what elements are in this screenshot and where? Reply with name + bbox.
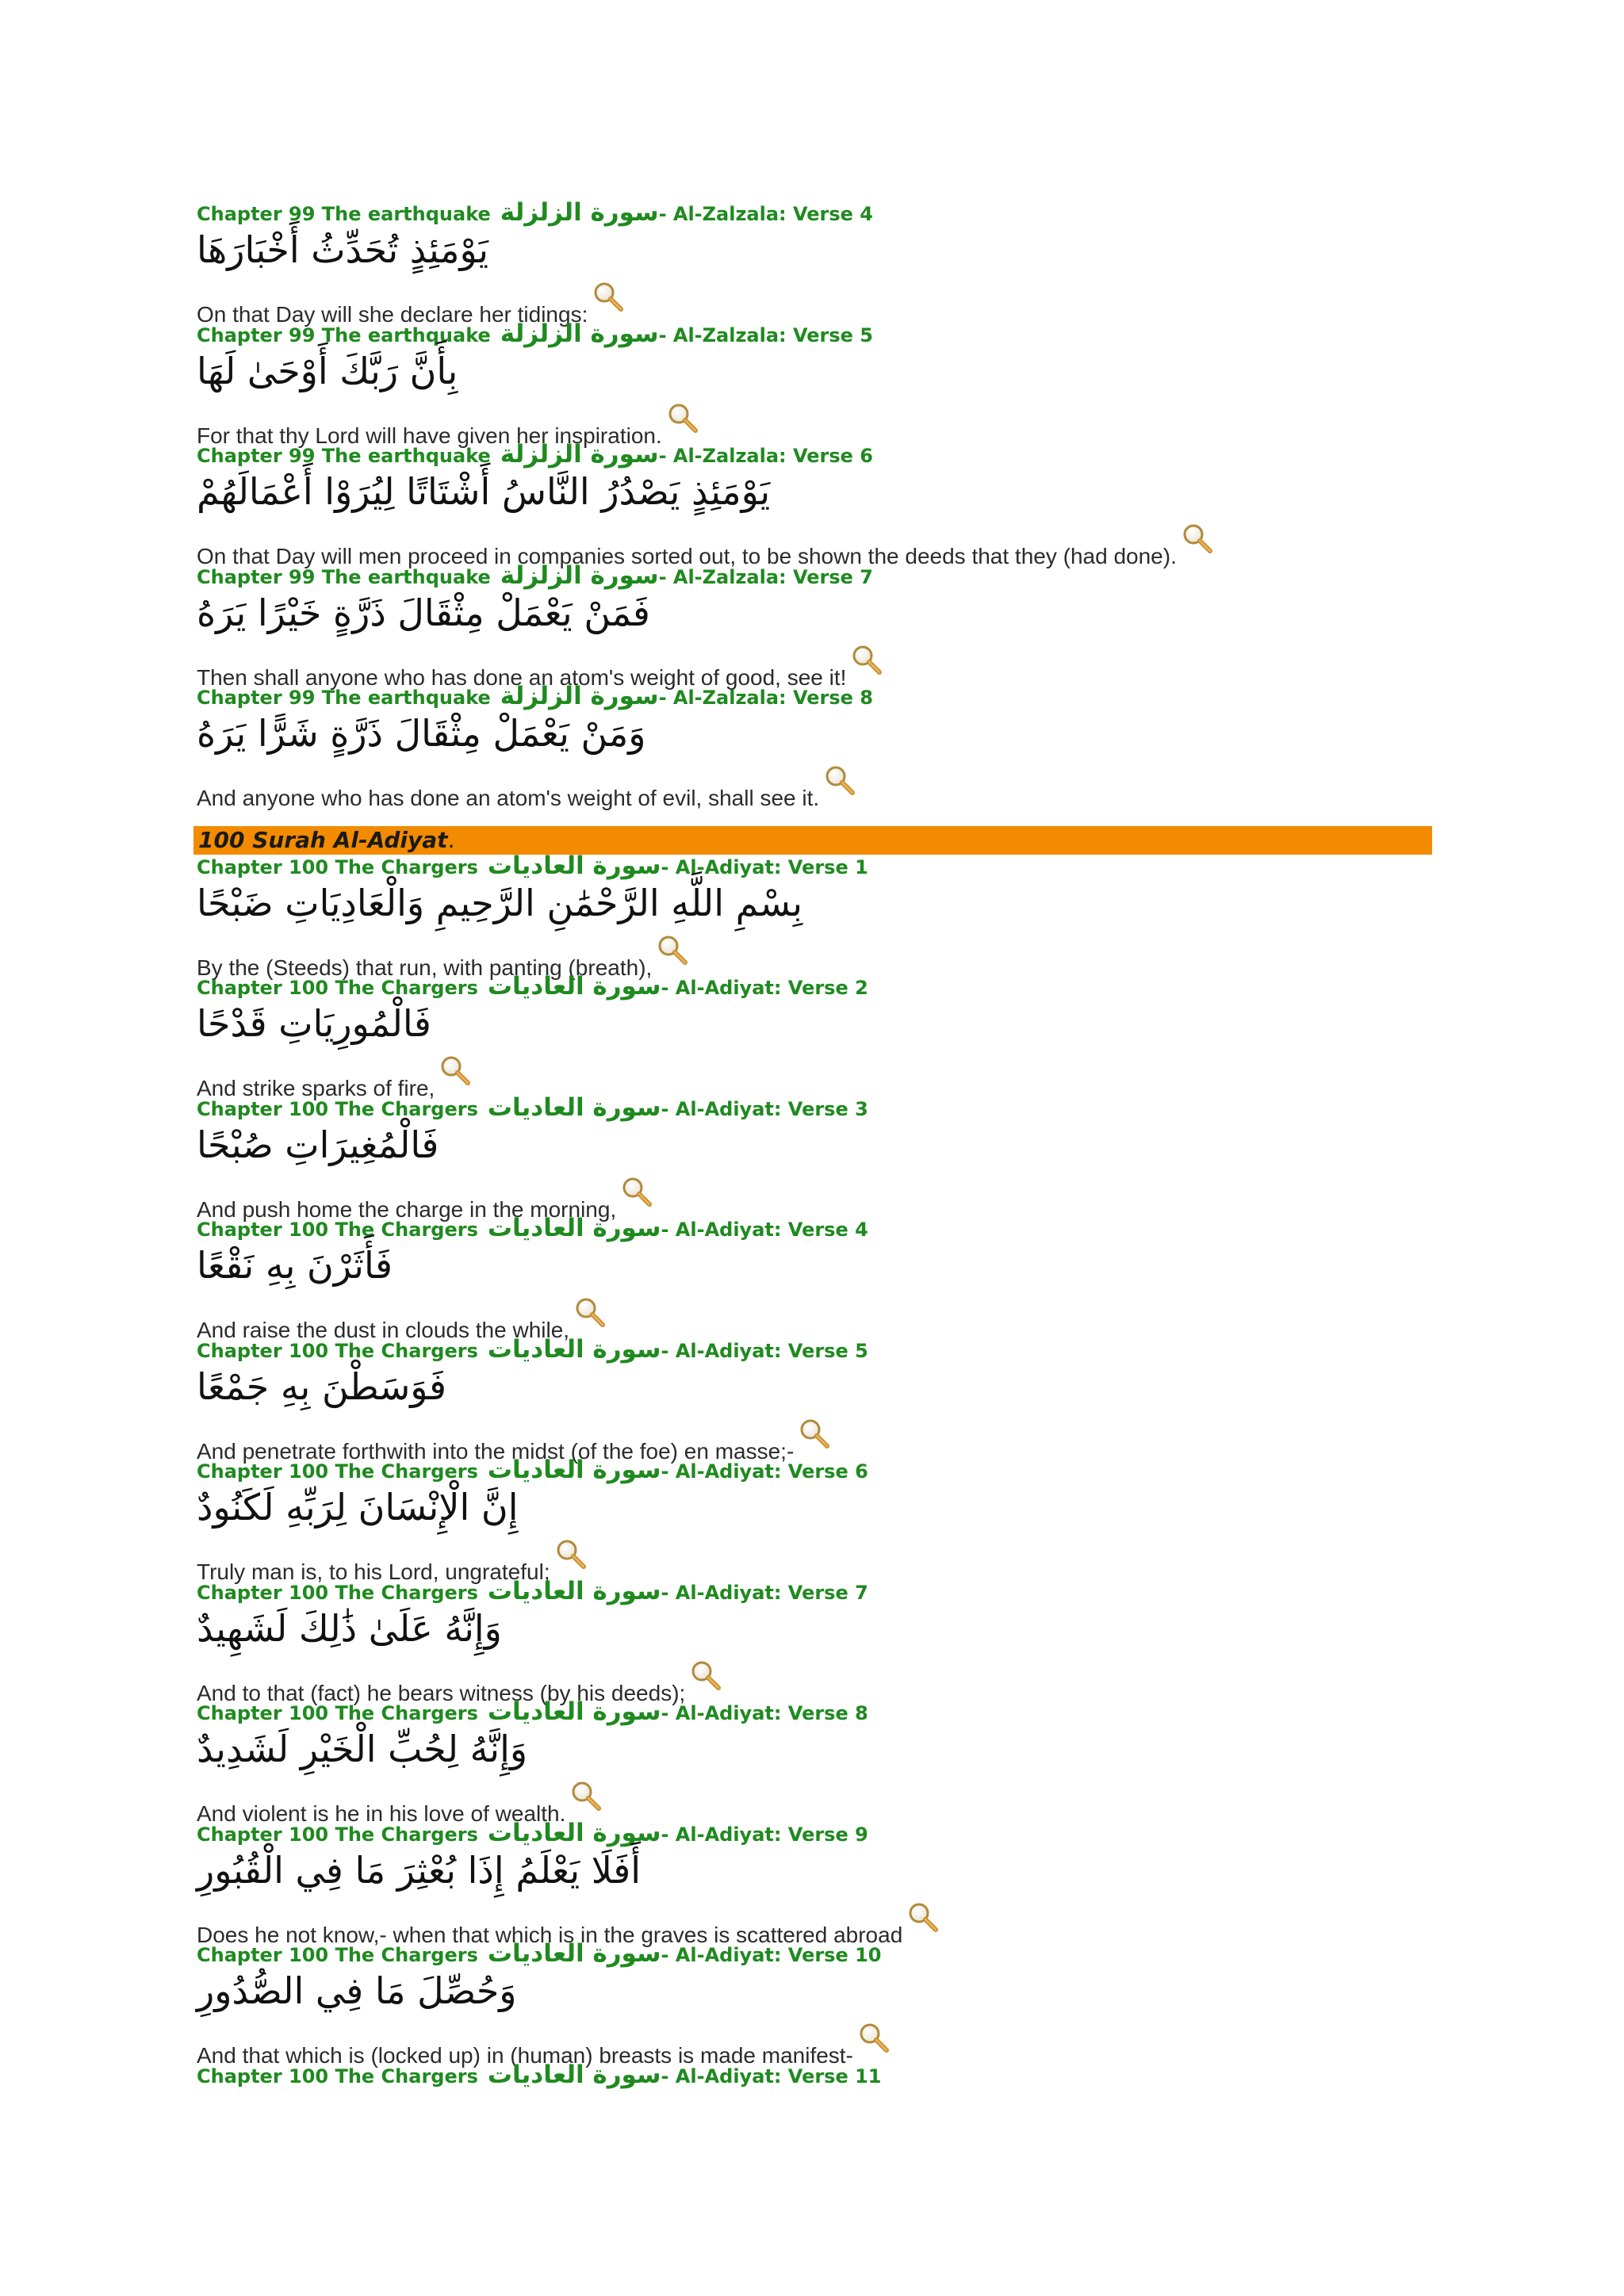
verse-block	[197, 970, 1434, 1100]
chapter-label: Chapter 100 The Chargers	[197, 1702, 478, 1724]
chapter-label: Chapter 100 The Chargers	[197, 1097, 478, 1120]
translation-line	[197, 1659, 723, 1705]
translation-line	[197, 1176, 654, 1222]
arabic-verse: وَمَنْ يَعْمَلْ مِثْقَالَ ذَرَّةٍ شَرًّا يَرَهُ	[197, 712, 646, 755]
translation-line	[197, 1538, 588, 1584]
arabic-surah-title: سورة العاديات	[487, 972, 661, 1001]
magnifier-icon[interactable]	[1182, 522, 1215, 556]
verse-reference: - Al-Adiyat: Verse 5	[661, 1339, 868, 1362]
chapter-label: Chapter 100 The Chargers	[197, 1823, 478, 1846]
verse-reference: - Al-Adiyat: Verse 1	[661, 855, 868, 878]
translation-line	[197, 522, 1215, 568]
verse-block	[197, 1575, 1434, 1705]
arabic-verse: يَوْمَئِذٍ تُحَدِّثُ أَخْبَارَهَا	[197, 228, 489, 271]
verse-reference: - Al-Adiyat: Verse 10	[661, 1944, 882, 1966]
verse-reference: - Al-Adiyat: Verse 6	[661, 1460, 868, 1483]
arabic-verse: فَالْمُغِيرَاتِ صُبْحًا	[197, 1123, 439, 1166]
magnifier-icon[interactable]	[858, 2022, 891, 2055]
arabic-verse: إِنَّ الْإِنْسَانَ لِرَبِّهِ لَكَنُودٌ	[197, 1486, 519, 1529]
chapter-label: Chapter 100 The Chargers	[197, 2064, 478, 2087]
translation-line	[197, 1780, 603, 1826]
translation-text: And that which is (locked up) in (human) breasts is made manifest-	[197, 2043, 853, 2068]
arabic-surah-title: سورة العاديات	[487, 1334, 661, 1364]
chapter-label: Chapter 99 The earthquake	[197, 323, 491, 346]
translation-line	[197, 764, 857, 810]
arabic-surah-title: سورة العاديات	[487, 1939, 661, 1968]
arabic-verse: وَحُصِّلَ مَا فِي الصُّدُورِ	[197, 1969, 517, 2012]
verse-reference: - Al-Adiyat: Verse 8	[661, 1702, 868, 1724]
translation-line	[197, 1901, 940, 1947]
translation-text: For that thy Lord will have given her inspiration.	[197, 423, 662, 448]
arabic-surah-title: سورة الزلزلة	[500, 682, 659, 710]
arabic-verse: فَوَسَطْنَ بِهِ جَمْعًا	[197, 1364, 446, 1408]
arabic-surah-title: سورة الزلزلة	[500, 561, 659, 590]
chapter-label: Chapter 100 The Chargers	[197, 1581, 478, 1604]
arabic-surah-title: سورة الزلزلة	[500, 319, 659, 348]
arabic-surah-title: سورة العاديات	[487, 1093, 661, 1122]
verse-reference: - Al-Zalzala: Verse 5	[658, 323, 873, 346]
surah-title-period: .	[447, 826, 455, 853]
arabic-surah-title: سورة العاديات	[487, 851, 661, 880]
arabic-verse: فَمَنْ يَعْمَلْ مِثْقَالَ ذَرَّةٍ خَيْرًا يَرَهُ	[197, 591, 650, 634]
arabic-verse: أَفَلَا يَعْلَمُ إِذَا بُعْثِرَ مَا فِي الْقُبُورِ	[197, 1848, 641, 1892]
translation-line	[197, 2022, 891, 2068]
chapter-label: Chapter 99 The earthquake	[197, 203, 491, 225]
translation-text: And violent is he in his love of wealth.	[197, 1801, 566, 1826]
magnifier-icon[interactable]	[439, 1054, 473, 1088]
translation-text: By the (Steeds) that run, with panting (breath),	[197, 955, 653, 980]
magnifier-icon[interactable]	[555, 1538, 588, 1571]
verse-header	[197, 2059, 882, 2091]
chapter-label: Chapter 99 The earthquake	[197, 565, 491, 588]
arabic-surah-title: سورة الزلزلة	[500, 440, 659, 469]
chapter-label: Chapter 100 The Chargers	[197, 855, 478, 878]
verse-reference: - Al-Adiyat: Verse 11	[661, 2064, 882, 2087]
translation-text: Truly man is, to his Lord, ungrateful;	[197, 1559, 550, 1584]
magnifier-icon[interactable]	[851, 644, 884, 677]
arabic-surah-title: سورة الزلزلة	[500, 198, 659, 227]
verse-block	[197, 1092, 1434, 1222]
translation-line	[197, 1418, 832, 1464]
magnifier-icon[interactable]	[667, 402, 700, 435]
arabic-surah-title: سورة العاديات	[487, 2060, 661, 2089]
chapter-label: Chapter 99 The earthquake	[197, 445, 491, 467]
chapter-label: Chapter 99 The earthquake	[197, 687, 491, 709]
verse-block	[197, 850, 1434, 980]
verse-reference: - Al-Zalzala: Verse 6	[658, 445, 873, 467]
magnifier-icon[interactable]	[592, 281, 626, 314]
translation-line	[197, 644, 884, 690]
arabic-verse: بِأَنَّ رَبَّكَ أَوْحَىٰ لَهَا	[197, 349, 458, 392]
verse-block	[197, 1938, 1434, 2068]
verse-reference: - Al-Adiyat: Verse 2	[661, 977, 868, 999]
surah-title: 100 Surah Al-Adiyat	[198, 826, 448, 853]
translation-line	[197, 402, 700, 448]
translation-text: And raise the dust in clouds the while,	[197, 1318, 570, 1342]
verse-block	[197, 1696, 1434, 1826]
arabic-verse: بِسْمِ اللَّهِ الرَّحْمَٰنِ الرَّحِيمِ وَالْعَادِيَاتِ ضَبْحًا	[197, 881, 803, 924]
verse-reference: - Al-Adiyat: Verse 4	[661, 1219, 868, 1241]
verse-block	[197, 2059, 1434, 2091]
verse-block	[197, 197, 1434, 327]
verse-block	[197, 1334, 1434, 1464]
translation-text: On that Day will she declare her tidings:	[197, 302, 588, 327]
magnifier-icon[interactable]	[799, 1418, 832, 1451]
translation-line	[197, 1296, 607, 1342]
verse-reference: - Al-Adiyat: Verse 7	[661, 1581, 868, 1604]
translation-text: And anyone who has done an atom's weight of evil, shall see it.	[197, 786, 820, 810]
magnifier-icon[interactable]	[907, 1901, 940, 1934]
magnifier-icon[interactable]	[574, 1296, 607, 1330]
arabic-verse: فَالْمُورِيَاتِ قَدْحًا	[197, 1002, 431, 1045]
arabic-surah-title: سورة العاديات	[487, 1456, 661, 1484]
magnifier-icon[interactable]	[657, 934, 690, 967]
verse-block	[197, 1212, 1434, 1342]
translation-text: And push home the charge in the morning,	[197, 1196, 617, 1222]
verse-block	[197, 560, 1434, 690]
chapter-label: Chapter 100 The Chargers	[197, 1339, 478, 1362]
arabic-verse: فَأَثَرْنَ بِهِ نَقْعًا	[197, 1244, 393, 1287]
verse-reference: - Al-Zalzala: Verse 7	[658, 565, 873, 588]
arabic-verse: وَإِنَّهُ عَلَىٰ ذَٰلِكَ لَشَهِيدٌ	[197, 1606, 502, 1650]
magnifier-icon[interactable]	[690, 1659, 723, 1693]
translation-line	[197, 1054, 473, 1100]
verse-reference: - Al-Adiyat: Verse 3	[661, 1097, 868, 1120]
verse-reference: - Al-Zalzala: Verse 4	[658, 203, 873, 225]
magnifier-icon[interactable]	[621, 1176, 654, 1209]
translation-line	[197, 281, 626, 327]
arabic-verse: يَوْمَئِذٍ يَصْدُرُ النَّاسُ أَشْتَاتًا لِيُرَوْا أَعْمَالَهُمْ	[197, 470, 771, 513]
verse-block	[197, 1454, 1434, 1584]
translation-text: Does he not know,- when that which is in the graves is scattered abroad	[197, 1922, 903, 1947]
arabic-surah-title: سورة العاديات	[487, 1214, 661, 1242]
chapter-label: Chapter 100 The Chargers	[197, 1944, 478, 1966]
verse-block	[197, 680, 1434, 810]
verse-block	[197, 438, 1434, 568]
verse-reference: - Al-Zalzala: Verse 8	[658, 687, 873, 709]
translation-text: And to that (fact) he bears witness (by his deeds);	[197, 1680, 686, 1705]
translation-text: And strike sparks of fire,	[197, 1076, 435, 1100]
magnifier-icon[interactable]	[570, 1780, 603, 1813]
chapter-label: Chapter 100 The Chargers	[197, 1460, 478, 1483]
document-page	[197, 197, 1434, 2091]
arabic-verse: وَإِنَّهُ لِحُبِّ الْخَيْرِ لَشَدِيدٌ	[197, 1728, 528, 1770]
translation-text: On that Day will men proceed in companies sorted out, to be shown the deeds that they (had done).	[197, 544, 1177, 568]
magnifier-icon[interactable]	[824, 764, 857, 798]
verse-reference: - Al-Adiyat: Verse 9	[661, 1823, 868, 1846]
chapter-label: Chapter 100 The Chargers	[197, 1219, 478, 1241]
verse-block	[197, 318, 1434, 448]
arabic-surah-title: سورة العاديات	[487, 1576, 661, 1605]
translation-line	[197, 934, 690, 980]
translation-text: Then shall anyone who has done an atom's weight of good, see it!	[197, 664, 847, 690]
verse-block	[197, 1817, 1434, 1947]
translation-text: And penetrate forthwith into the midst (of the foe) en masse;-	[197, 1438, 795, 1464]
arabic-surah-title: سورة العاديات	[487, 1697, 661, 1726]
arabic-surah-title: سورة العاديات	[487, 1818, 661, 1847]
chapter-label: Chapter 100 The Chargers	[197, 977, 478, 999]
